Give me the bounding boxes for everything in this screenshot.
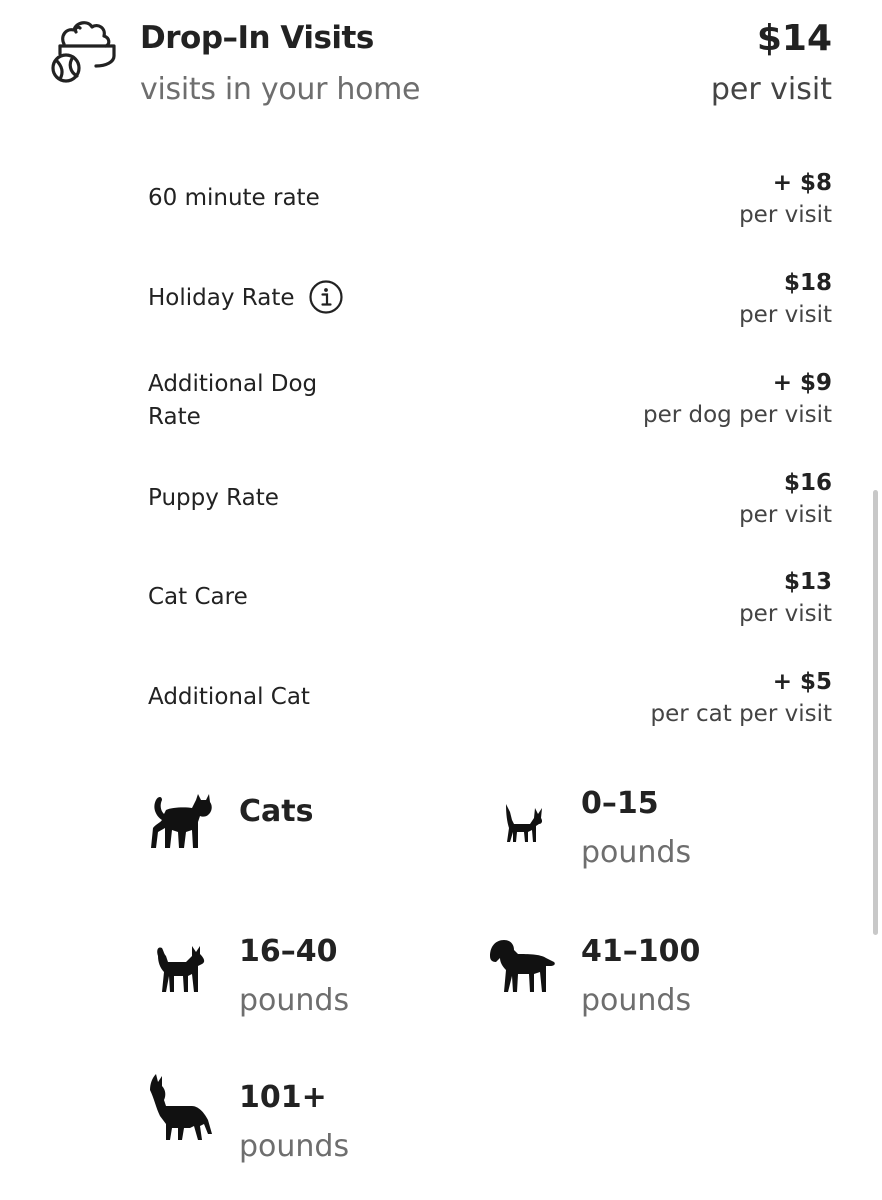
rate-amount: $18 <box>783 270 832 296</box>
small-dog-icon <box>502 802 546 844</box>
size-sub: pounds <box>581 983 692 1018</box>
large-dog-icon <box>488 936 558 994</box>
rate-amount: $13 <box>783 569 832 595</box>
rate-row-additional-dog <box>148 368 832 448</box>
rate-unit: per dog per visit <box>642 402 832 428</box>
rate-unit: per visit <box>739 202 832 228</box>
rate-row-cat-care <box>148 567 832 647</box>
size-sub: pounds <box>239 983 350 1018</box>
rate-label-holiday <box>148 282 448 315</box>
service-title: Drop–In Visits <box>140 20 374 56</box>
rate-amount: + $5 <box>772 669 832 695</box>
food-bowl-ball-icon <box>46 14 120 84</box>
rate-amount: + $8 <box>772 170 832 196</box>
size-sub: pounds <box>581 835 692 870</box>
scrollbar[interactable] <box>873 490 878 935</box>
rate-row-additional-cat <box>148 667 832 747</box>
rate-unit: per visit <box>739 502 832 528</box>
rate-label: 60 minute rate <box>148 185 320 211</box>
service-subtitle: visits in your home <box>140 72 421 107</box>
rate-label: Additional Dog Rate <box>148 371 318 430</box>
size-title: 41–100 <box>581 934 701 969</box>
rate-amount: $16 <box>783 470 832 496</box>
rate-amount: + $9 <box>772 370 832 396</box>
rate-unit: per visit <box>739 302 832 328</box>
size-title: 16–40 <box>239 934 338 969</box>
service-price: $14 <box>756 18 832 59</box>
cat-icon <box>148 790 214 850</box>
size-title: 0–15 <box>581 786 659 821</box>
info-circle-icon[interactable] <box>309 280 343 314</box>
giant-dog-icon <box>148 1072 216 1142</box>
rate-label: Cat Care <box>148 584 248 610</box>
size-title: Cats <box>239 794 314 829</box>
rate-row-puppy <box>148 468 832 548</box>
rate-label: Additional Cat <box>148 684 310 710</box>
rate-row-holiday <box>148 268 832 348</box>
medium-dog-icon <box>154 942 208 994</box>
rate-label: Puppy Rate <box>148 485 279 511</box>
rate-label: Holiday Rate <box>148 285 295 311</box>
rate-unit: per visit <box>739 601 832 627</box>
rate-row-60-minute <box>148 168 832 248</box>
rate-unit: per cat per visit <box>650 701 832 727</box>
service-price-unit: per visit <box>710 72 832 107</box>
size-sub: pounds <box>239 1129 350 1164</box>
size-title: 101+ <box>239 1080 327 1115</box>
